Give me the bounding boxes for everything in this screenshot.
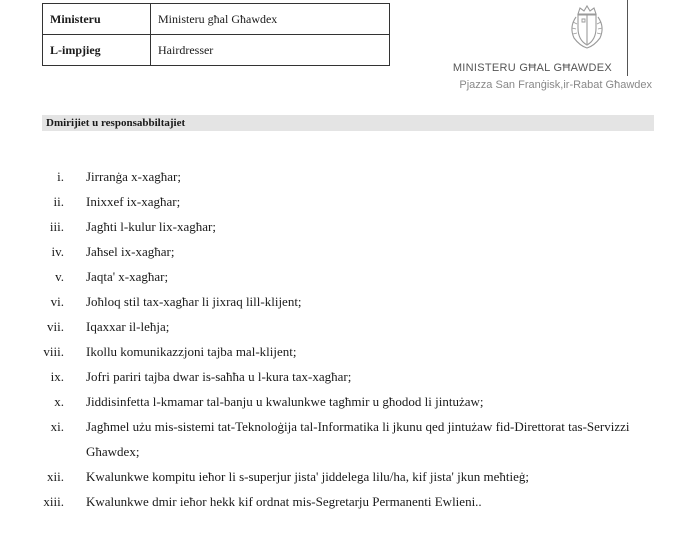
malta-coat-of-arms-icon [564, 2, 610, 52]
list-item [36, 364, 656, 389]
list-item-text: Jofri pariri tajba dwar is-saħħa u l-kura tax-xagħar; [86, 369, 352, 384]
list-item-text: Jagħti l-kulur lix-xagħar; [86, 219, 216, 234]
list-item [36, 189, 656, 214]
list-item-text: Iqaxxar il-leħja; [86, 319, 170, 334]
list-item-number: i. [57, 169, 64, 184]
list-item [36, 414, 656, 464]
list-item [36, 489, 656, 514]
table-row [43, 35, 390, 66]
list-item-number: xi. [50, 419, 64, 434]
list-item-number: vii. [47, 319, 64, 334]
section-heading: Dmirijiet u responsabbiltajiet [42, 115, 654, 131]
ministry-value: Ministeru għal Għawdex [151, 4, 390, 35]
list-item [36, 314, 656, 339]
list-item-number: x. [54, 394, 64, 409]
list-item [36, 339, 656, 364]
list-item-text: Joħloq stil tax-xagħar li jixraq lill-klijent; [86, 294, 302, 309]
list-item [36, 164, 656, 189]
job-info-table [42, 3, 390, 66]
list-item [36, 289, 656, 314]
list-item-text: Jagħmel użu mis-sistemi tat-Teknoloġija tal-Informatika li jkunu qed jintużaw fid-Direttorat tas-Servizzi Għawdex; [86, 419, 630, 459]
list-item-text: Jiddisinfetta l-kmamar tal-banju u kwalunkwe tagħmir u għodod li jintużaw; [86, 394, 484, 409]
list-item-number: v. [55, 269, 64, 284]
duties-list [36, 164, 656, 514]
list-item [36, 264, 656, 289]
list-item-number: iii. [49, 219, 64, 234]
ministry-name-heading: MINISTERU GĦAL GĦAWDEX [452, 62, 612, 74]
list-item-number: ii. [53, 194, 64, 209]
list-item-text: Jirranġa x-xagħar; [86, 169, 181, 184]
list-item [36, 389, 656, 414]
list-item [36, 464, 656, 489]
ministry-label: Ministeru [43, 4, 151, 35]
list-item-text: Inixxef ix-xagħar; [86, 194, 181, 209]
list-item-text: Jaħsel ix-xagħar; [86, 244, 175, 259]
list-item-text: Ikollu komunikazzjoni tajba mal-klijent; [86, 344, 297, 359]
ministry-address: Pjazza San Franġisk,ir-Rabat Għawdex [459, 79, 652, 91]
list-item-number: xiii. [43, 494, 64, 509]
table-row [43, 4, 390, 35]
list-item-number: viii. [43, 344, 64, 359]
list-item-text: Jaqta' x-xagħar; [86, 269, 169, 284]
list-item-number: xii. [47, 469, 64, 484]
list-item-number: ix. [50, 369, 64, 384]
letterhead-divider [627, 0, 628, 76]
list-item [36, 239, 656, 264]
list-item-text: Kwalunkwe kompitu ieħor li s-superjur jista' jiddelega lilu/ha, kif jista' jkun meħtieġ; [86, 469, 529, 484]
list-item-number: vi. [50, 294, 64, 309]
job-value: Hairdresser [151, 35, 390, 66]
job-label: L-impjieg [43, 35, 151, 66]
list-item-number: iv. [51, 244, 64, 259]
list-item-text: Kwalunkwe dmir ieħor hekk kif ordnat mis-Segretarju Permanenti Ewlieni.. [86, 494, 482, 509]
list-item [36, 214, 656, 239]
